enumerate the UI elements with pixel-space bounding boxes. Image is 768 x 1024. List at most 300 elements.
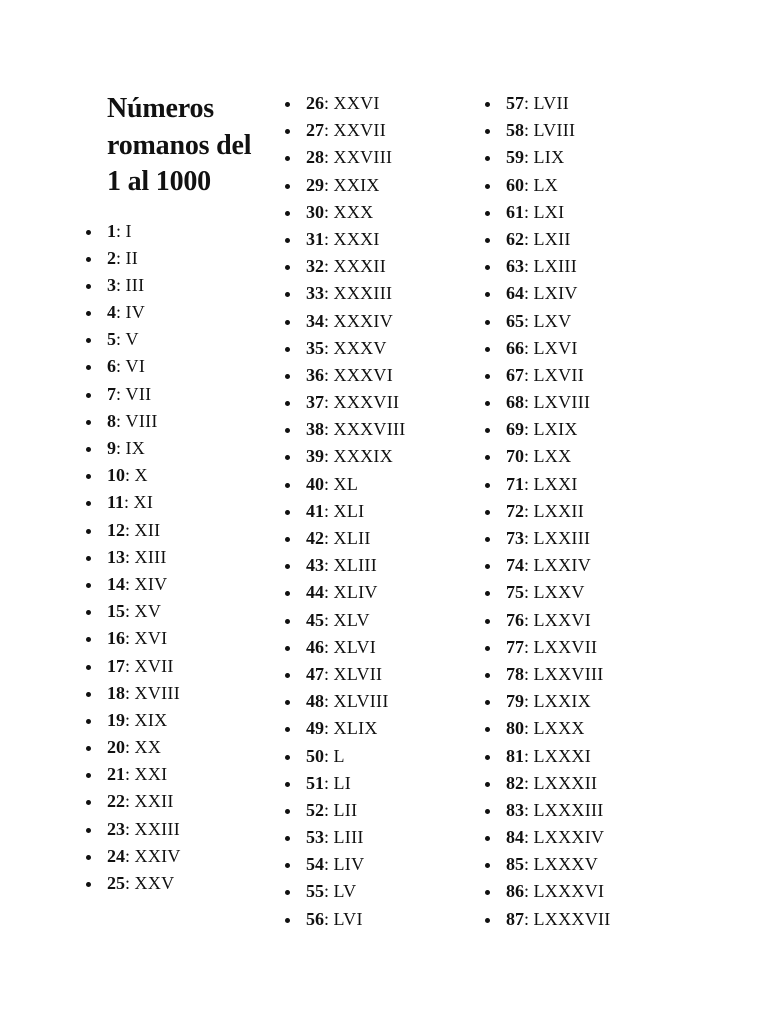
list-item bbox=[107, 762, 307, 789]
separator: : bbox=[324, 745, 334, 766]
separator: : bbox=[324, 772, 334, 793]
separator: : bbox=[524, 799, 534, 820]
numeral-list-3 bbox=[506, 91, 706, 934]
separator: : bbox=[524, 609, 534, 630]
separator: : bbox=[524, 337, 534, 358]
separator: : bbox=[324, 174, 334, 195]
arabic-number: 45 bbox=[306, 609, 324, 630]
arabic-number: 74 bbox=[506, 555, 524, 576]
list-item bbox=[506, 336, 706, 363]
list-item bbox=[107, 789, 307, 816]
list-item bbox=[506, 254, 706, 281]
arabic-number: 82 bbox=[506, 772, 524, 793]
roman-numeral: VIII bbox=[125, 410, 158, 431]
roman-numeral: XXXVII bbox=[333, 392, 400, 413]
roman-numeral: XXXV bbox=[333, 337, 387, 358]
list-item bbox=[107, 409, 307, 436]
list-item bbox=[107, 871, 307, 898]
roman-numeral: XLIII bbox=[333, 555, 377, 576]
roman-numeral: LXXXIII bbox=[533, 799, 604, 820]
arabic-number: 76 bbox=[506, 609, 524, 630]
arabic-number: 53 bbox=[306, 827, 324, 848]
list-item bbox=[306, 336, 506, 363]
arabic-number: 37 bbox=[306, 392, 324, 413]
separator: : bbox=[524, 582, 534, 603]
separator: : bbox=[125, 682, 135, 703]
list-item bbox=[107, 518, 307, 545]
arabic-number: 29 bbox=[306, 174, 324, 195]
list-item bbox=[107, 463, 307, 490]
roman-numeral: XLII bbox=[333, 528, 371, 548]
list-item bbox=[506, 580, 706, 607]
list-item bbox=[306, 472, 506, 499]
roman-numeral: XXV bbox=[134, 873, 175, 893]
separator: : bbox=[324, 201, 334, 222]
list-item bbox=[506, 716, 706, 743]
separator: : bbox=[524, 745, 534, 766]
roman-numeral: IX bbox=[125, 438, 146, 458]
roman-numeral: LV bbox=[333, 881, 357, 902]
list-item bbox=[107, 599, 307, 626]
list-item bbox=[506, 200, 706, 227]
list-item bbox=[107, 436, 307, 463]
roman-numeral: LXII bbox=[533, 228, 571, 249]
separator: : bbox=[324, 93, 334, 113]
roman-numeral: L bbox=[333, 745, 345, 766]
roman-numeral: LXXV bbox=[533, 582, 585, 603]
roman-numeral: XXVI bbox=[333, 93, 380, 113]
roman-numeral: II bbox=[125, 247, 139, 268]
arabic-number: 33 bbox=[306, 283, 324, 304]
roman-numeral: XXIV bbox=[134, 845, 181, 866]
arabic-number: 5 bbox=[107, 329, 116, 350]
arabic-number: 43 bbox=[306, 555, 324, 576]
roman-numeral: LXVIII bbox=[533, 392, 591, 413]
list-item bbox=[107, 545, 307, 572]
list-item bbox=[506, 227, 706, 254]
arabic-number: 70 bbox=[506, 446, 524, 467]
arabic-number: 8 bbox=[107, 410, 116, 431]
roman-numeral: XV bbox=[134, 601, 162, 622]
roman-numeral: LXXII bbox=[533, 500, 584, 521]
roman-numeral: VI bbox=[125, 356, 146, 377]
separator: : bbox=[524, 93, 534, 113]
roman-numeral: XXXVIII bbox=[333, 419, 406, 440]
separator: : bbox=[324, 881, 334, 902]
separator: : bbox=[116, 356, 126, 377]
list-item bbox=[506, 879, 706, 906]
list-item bbox=[306, 281, 506, 308]
arabic-number: 49 bbox=[306, 718, 324, 739]
separator: : bbox=[116, 438, 126, 458]
separator: : bbox=[125, 465, 135, 486]
separator: : bbox=[324, 691, 334, 712]
roman-numeral: LXXIV bbox=[533, 555, 592, 576]
list-item bbox=[107, 572, 307, 599]
arabic-number: 4 bbox=[107, 302, 116, 323]
roman-numeral: XVII bbox=[134, 655, 174, 676]
list-item bbox=[506, 118, 706, 145]
list-item bbox=[506, 907, 706, 934]
list-item bbox=[306, 879, 506, 906]
roman-numeral: XIII bbox=[134, 546, 167, 567]
arabic-number: 75 bbox=[506, 582, 524, 603]
separator: : bbox=[324, 392, 334, 413]
roman-numeral: XXVII bbox=[333, 120, 387, 141]
arabic-number: 59 bbox=[506, 147, 524, 168]
arabic-number: 36 bbox=[306, 364, 324, 385]
arabic-number: 17 bbox=[107, 655, 125, 676]
list-item bbox=[506, 91, 706, 118]
separator: : bbox=[324, 228, 334, 249]
arabic-number: 39 bbox=[306, 446, 324, 467]
separator: : bbox=[125, 764, 135, 785]
roman-numeral: LI bbox=[333, 772, 352, 793]
arabic-number: 26 bbox=[306, 93, 324, 113]
separator: : bbox=[524, 120, 534, 141]
list-item bbox=[107, 273, 307, 300]
roman-numeral: LXIV bbox=[533, 283, 578, 304]
arabic-number: 40 bbox=[306, 473, 324, 494]
list-item bbox=[306, 635, 506, 662]
list-item bbox=[306, 526, 506, 553]
arabic-number: 23 bbox=[107, 818, 125, 839]
arabic-number: 28 bbox=[306, 147, 324, 168]
arabic-number: 11 bbox=[107, 492, 125, 513]
arabic-number: 71 bbox=[506, 473, 524, 494]
arabic-number: 85 bbox=[506, 854, 524, 875]
roman-numeral: XLVII bbox=[333, 663, 383, 684]
roman-numeral: LXX bbox=[533, 446, 572, 467]
list-item bbox=[107, 490, 307, 517]
separator: : bbox=[324, 718, 334, 739]
roman-numeral: XXIII bbox=[134, 818, 180, 839]
arabic-number: 54 bbox=[306, 854, 324, 875]
list-item bbox=[506, 635, 706, 662]
list-item bbox=[306, 417, 506, 444]
page-title: Números romanos del 1 al 1000 bbox=[107, 93, 252, 197]
roman-numeral: LXI bbox=[533, 201, 565, 222]
roman-numeral: XLIV bbox=[333, 582, 378, 603]
roman-numeral: VII bbox=[125, 383, 152, 404]
arabic-number: 78 bbox=[506, 663, 524, 684]
roman-numeral: III bbox=[125, 274, 145, 295]
list-item bbox=[306, 852, 506, 879]
arabic-number: 66 bbox=[506, 337, 524, 358]
separator: : bbox=[116, 329, 126, 350]
arabic-number: 87 bbox=[506, 908, 524, 929]
arabic-number: 35 bbox=[306, 337, 324, 358]
arabic-number: 81 bbox=[506, 745, 524, 766]
arabic-number: 79 bbox=[506, 691, 524, 712]
arabic-number: 1 bbox=[107, 220, 116, 241]
arabic-number: 84 bbox=[506, 827, 524, 848]
list-item bbox=[107, 708, 307, 735]
list-item bbox=[306, 363, 506, 390]
list-item bbox=[107, 382, 307, 409]
roman-numeral: LXXIII bbox=[533, 528, 591, 548]
list-item bbox=[107, 354, 307, 381]
list-item bbox=[506, 608, 706, 635]
roman-numeral: LXXXI bbox=[533, 745, 592, 766]
separator: : bbox=[524, 201, 534, 222]
separator: : bbox=[125, 519, 135, 540]
roman-numeral: LVII bbox=[533, 93, 570, 113]
arabic-number: 25 bbox=[107, 873, 125, 893]
separator: : bbox=[116, 383, 126, 404]
list-item bbox=[306, 309, 506, 336]
roman-numeral: LXXXVII bbox=[533, 908, 611, 929]
arabic-number: 38 bbox=[306, 419, 324, 440]
separator: : bbox=[324, 582, 334, 603]
list-item bbox=[306, 91, 506, 118]
list-item bbox=[506, 173, 706, 200]
arabic-number: 30 bbox=[306, 201, 324, 222]
arabic-number: 22 bbox=[107, 791, 125, 812]
separator: : bbox=[324, 854, 334, 875]
separator: : bbox=[116, 274, 126, 295]
separator: : bbox=[524, 555, 534, 576]
arabic-number: 13 bbox=[107, 546, 125, 567]
list-item bbox=[306, 716, 506, 743]
list-item bbox=[107, 681, 307, 708]
separator: : bbox=[125, 628, 135, 649]
list-item bbox=[506, 689, 706, 716]
roman-numeral: XIV bbox=[134, 573, 168, 594]
separator: : bbox=[524, 500, 534, 521]
arabic-number: 58 bbox=[506, 120, 524, 141]
separator: : bbox=[524, 174, 534, 195]
list-item bbox=[506, 852, 706, 879]
separator: : bbox=[324, 120, 334, 141]
arabic-number: 12 bbox=[107, 519, 125, 540]
separator: : bbox=[324, 555, 334, 576]
separator: : bbox=[116, 220, 126, 241]
arabic-number: 20 bbox=[107, 737, 125, 758]
arabic-number: 19 bbox=[107, 709, 125, 730]
roman-numeral: LXV bbox=[533, 310, 572, 331]
roman-numeral: LXVII bbox=[533, 364, 584, 385]
list-item bbox=[506, 472, 706, 499]
arabic-number: 42 bbox=[306, 528, 324, 548]
arabic-number: 77 bbox=[506, 636, 524, 657]
roman-numeral: LXIII bbox=[533, 256, 577, 277]
roman-numeral: XLI bbox=[333, 500, 365, 521]
list-item bbox=[306, 553, 506, 580]
separator: : bbox=[324, 799, 334, 820]
roman-numeral: XXII bbox=[134, 791, 174, 812]
list-item bbox=[506, 309, 706, 336]
list-item bbox=[306, 499, 506, 526]
arabic-number: 86 bbox=[506, 881, 524, 902]
separator: : bbox=[524, 283, 534, 304]
roman-numeral: XL bbox=[333, 473, 359, 494]
separator: : bbox=[324, 337, 334, 358]
roman-numeral: XXIX bbox=[333, 174, 380, 195]
list-item bbox=[306, 825, 506, 852]
arabic-number: 16 bbox=[107, 628, 125, 649]
roman-numeral: LXXVI bbox=[533, 609, 592, 630]
list-item bbox=[506, 825, 706, 852]
separator: : bbox=[324, 364, 334, 385]
separator: : bbox=[125, 573, 135, 594]
separator: : bbox=[324, 419, 334, 440]
separator: : bbox=[524, 691, 534, 712]
roman-numeral: IV bbox=[125, 302, 146, 323]
roman-numeral: LXVI bbox=[533, 337, 578, 358]
roman-numeral: XXXI bbox=[333, 228, 380, 249]
separator: : bbox=[524, 147, 534, 168]
roman-numeral: XIX bbox=[134, 709, 168, 730]
roman-numeral: XLVI bbox=[333, 636, 377, 657]
arabic-number: 48 bbox=[306, 691, 324, 712]
list-item bbox=[306, 118, 506, 145]
list-item bbox=[306, 145, 506, 172]
separator: : bbox=[125, 709, 135, 730]
separator: : bbox=[524, 908, 534, 929]
separator: : bbox=[524, 419, 534, 440]
separator: : bbox=[125, 791, 135, 812]
separator: : bbox=[324, 446, 334, 467]
separator: : bbox=[524, 772, 534, 793]
separator: : bbox=[524, 827, 534, 848]
arabic-number: 44 bbox=[306, 582, 324, 603]
separator: : bbox=[124, 492, 134, 513]
arabic-number: 24 bbox=[107, 845, 125, 866]
list-item bbox=[506, 662, 706, 689]
arabic-number: 34 bbox=[306, 310, 324, 331]
arabic-number: 10 bbox=[107, 465, 125, 486]
roman-numeral: XVI bbox=[134, 628, 168, 649]
arabic-number: 67 bbox=[506, 364, 524, 385]
roman-numeral: LXXVIII bbox=[533, 663, 604, 684]
arabic-number: 60 bbox=[506, 174, 524, 195]
roman-numeral: XLVIII bbox=[333, 691, 389, 712]
arabic-number: 72 bbox=[506, 500, 524, 521]
separator: : bbox=[524, 364, 534, 385]
separator: : bbox=[125, 737, 135, 758]
arabic-number: 80 bbox=[506, 718, 524, 739]
arabic-number: 50 bbox=[306, 745, 324, 766]
list-item bbox=[107, 219, 307, 246]
arabic-number: 83 bbox=[506, 799, 524, 820]
roman-numeral: LIX bbox=[533, 147, 565, 168]
arabic-number: 46 bbox=[306, 636, 324, 657]
roman-numeral: LII bbox=[333, 799, 358, 820]
separator: : bbox=[324, 473, 334, 494]
roman-numeral: XXXII bbox=[333, 256, 387, 277]
separator: : bbox=[524, 392, 534, 413]
separator: : bbox=[324, 500, 334, 521]
arabic-number: 15 bbox=[107, 601, 125, 622]
arabic-number: 65 bbox=[506, 310, 524, 331]
separator: : bbox=[125, 601, 135, 622]
list-item bbox=[306, 798, 506, 825]
list-item bbox=[306, 608, 506, 635]
roman-numeral: XX bbox=[134, 737, 162, 758]
list-item bbox=[506, 363, 706, 390]
numeral-list-2 bbox=[306, 91, 506, 934]
arabic-number: 55 bbox=[306, 881, 324, 902]
roman-numeral: LIV bbox=[333, 854, 365, 875]
arabic-number: 68 bbox=[506, 392, 524, 413]
list-item bbox=[506, 281, 706, 308]
separator: : bbox=[524, 256, 534, 277]
separator: : bbox=[524, 881, 534, 902]
separator: : bbox=[324, 663, 334, 684]
arabic-number: 32 bbox=[306, 256, 324, 277]
list-item bbox=[306, 771, 506, 798]
arabic-number: 56 bbox=[306, 908, 324, 929]
arabic-number: 21 bbox=[107, 764, 125, 785]
arabic-number: 9 bbox=[107, 438, 116, 458]
roman-numeral: LXXIX bbox=[533, 691, 592, 712]
roman-numeral: XLV bbox=[333, 609, 370, 630]
list-item bbox=[506, 417, 706, 444]
roman-numeral: LXXXV bbox=[533, 854, 599, 875]
roman-numeral: LXXI bbox=[533, 473, 578, 494]
list-item bbox=[506, 744, 706, 771]
roman-numeral: LXIX bbox=[533, 419, 578, 440]
list-item bbox=[506, 390, 706, 417]
list-item bbox=[107, 735, 307, 762]
separator: : bbox=[524, 528, 534, 548]
separator: : bbox=[524, 310, 534, 331]
list-item bbox=[107, 844, 307, 871]
separator: : bbox=[116, 410, 126, 431]
arabic-number: 6 bbox=[107, 356, 116, 377]
arabic-number: 61 bbox=[506, 201, 524, 222]
list-item bbox=[306, 390, 506, 417]
roman-numeral: LXXX bbox=[533, 718, 585, 739]
list-item bbox=[506, 526, 706, 553]
list-item bbox=[506, 553, 706, 580]
list-item bbox=[306, 200, 506, 227]
list-item bbox=[306, 254, 506, 281]
roman-numeral: XI bbox=[133, 492, 154, 513]
arabic-number: 2 bbox=[107, 247, 116, 268]
separator: : bbox=[524, 636, 534, 657]
arabic-number: 41 bbox=[306, 500, 324, 521]
arabic-number: 51 bbox=[306, 772, 324, 793]
list-item bbox=[506, 444, 706, 471]
roman-numeral: XXXVI bbox=[333, 364, 394, 385]
list-item bbox=[506, 145, 706, 172]
arabic-number: 18 bbox=[107, 682, 125, 703]
separator: : bbox=[116, 302, 126, 323]
list-item bbox=[306, 227, 506, 254]
list-item bbox=[306, 580, 506, 607]
separator: : bbox=[324, 147, 334, 168]
list-item bbox=[107, 626, 307, 653]
column-3 bbox=[506, 91, 706, 934]
roman-numeral: LIII bbox=[333, 827, 364, 848]
arabic-number: 3 bbox=[107, 274, 116, 295]
roman-numeral: XXI bbox=[134, 764, 168, 785]
roman-numeral: XII bbox=[134, 519, 161, 540]
roman-numeral: LX bbox=[533, 174, 559, 195]
separator: : bbox=[125, 873, 135, 893]
arabic-number: 57 bbox=[506, 93, 524, 113]
roman-numeral: XVIII bbox=[134, 682, 180, 703]
list-item bbox=[506, 771, 706, 798]
roman-numeral: LXXVII bbox=[533, 636, 598, 657]
arabic-number: 47 bbox=[306, 663, 324, 684]
list-item bbox=[506, 798, 706, 825]
arabic-number: 31 bbox=[306, 228, 324, 249]
separator: : bbox=[524, 663, 534, 684]
arabic-number: 52 bbox=[306, 799, 324, 820]
